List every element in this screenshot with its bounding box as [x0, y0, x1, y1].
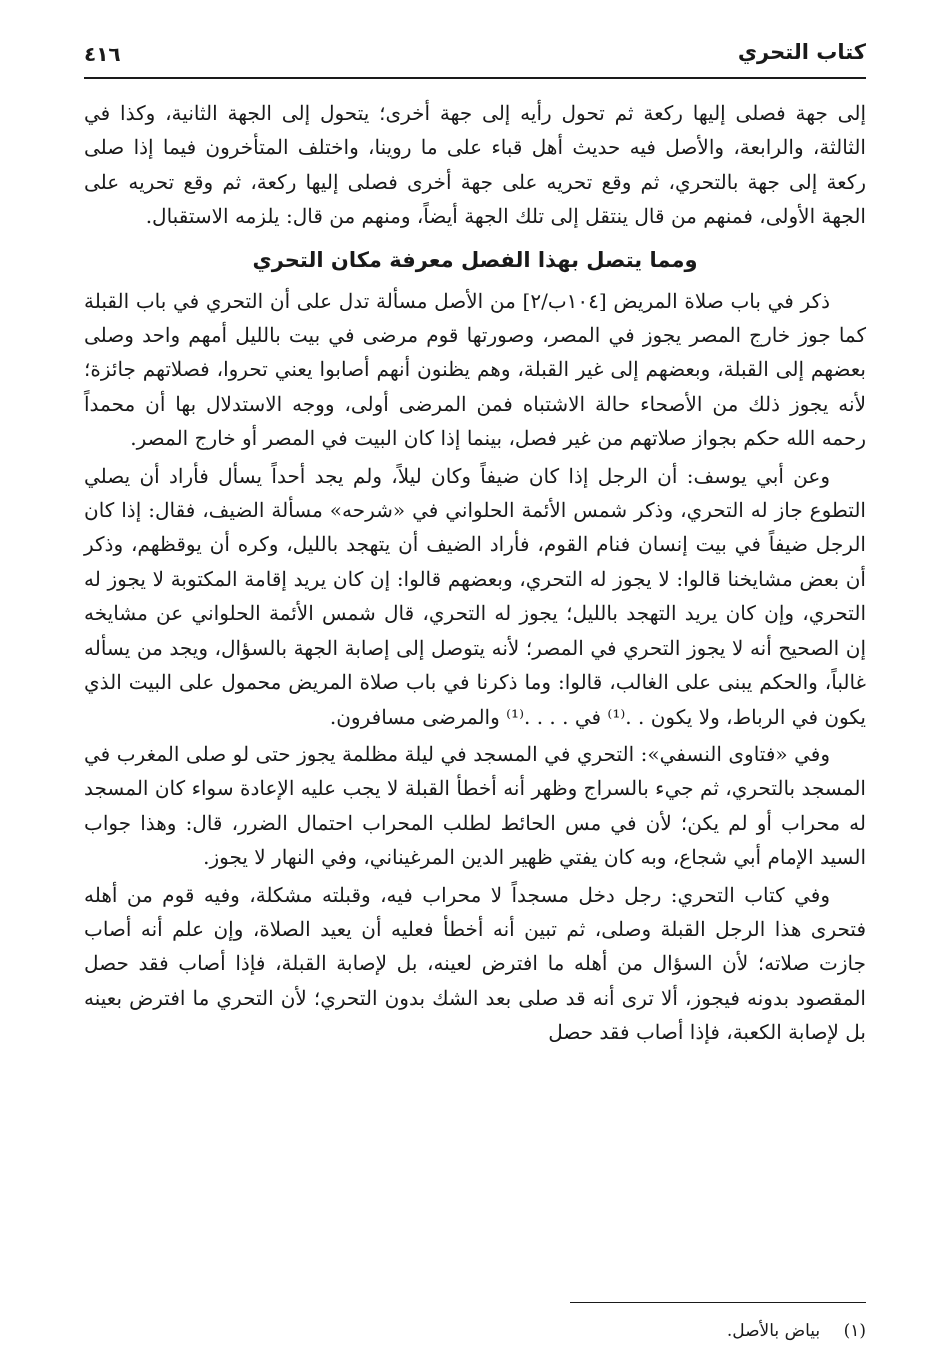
body-text	[84, 96, 866, 1050]
footnote-divider	[570, 1302, 866, 1303]
paragraph: ذكر في باب صلاة المريض [١٠٤ب/٢] من الأصل مسألة تدل على أن التحري في باب القبلة كما جوز خارج المصر يجوز في المصر، وصورتها قوم مرضى في بيت بالليل أمهم واحد وصلى بعضهم إلى القبلة، وبعضهم إلى غير القبلة، وهم يظنون أنهم أصابوا يعني تحروا، فصلاتهم جائزة؛ لأنه يجوز ذلك من الأصحاء حالة الاشتباه فمن المرضى أولى، ووجه الاستدلال بها أن محمداً رحمه الله حكم بجواز صلاتهم من غير فصل، بينما إذا كان البيت في المصر أو خارج المصر.	[84, 288, 866, 451]
page-header	[84, 38, 866, 74]
footnote-number: (١)	[843, 1321, 866, 1341]
paragraph-continuation: إلى جهة فصلى إليها ركعة ثم تحول رأيه إلى جهة أخرى؛ يتحول إلى الجهة الثانية، وكذا في الثالثة، والرابعة، والأصل فيه حديث أهل قباء على ما روينا، واختلف المتأخرون فيما إذا صلى ركعة إلى جهة بالتحري، ثم وقع تحريه على جهة أخرى فصلى إليها ركعة، ثم وقع تحريه على الجهة الأولى، فمنهم من قال ينتقل إلى تلك الجهة أيضاً، ومنهم من قال: يلزمه الاستقبال.	[84, 101, 866, 229]
book-title: كتاب التحري	[737, 40, 866, 64]
paragraph: وفي «فتاوى النسفي»: التحري في المسجد في ليلة مظلمة يجوز حتى لو صلى المغرب في المسجد بالتحري، ثم جيء بالسراج وظهر أنه أخطأ القبلة لا يجب عليه الإعادة سواء كان المسجد له محراب أو لم يكن؛ لأن في مس الحائط لطلب المحراب احتمال الضرر، قال: وهذا جواب السيد الإمام أبي شجاع، وبه كان يفتي ظهير الدين المرغيناني، وفي النهار لا يجوز.	[84, 741, 866, 870]
footnote	[84, 1318, 866, 1344]
header-divider	[84, 77, 866, 79]
footnote-text: بياض بالأصل.	[726, 1321, 821, 1341]
paragraph: وعن أبي يوسف: أن الرجل إذا كان ضيفاً وكان ليلاً، ولم يجد أحداً يسأل فأراد أن يصلي التطوع جاز له التحري، وذكر شمس الأئمة الحلواني في «شرحه» مسألة الضيف، فقال: إذا كان الرجل ضيفاً في بيت إنسان فنام القوم، فأراد الضيف أن يتهجد بالليل، وكره أن يوقظهم، وذكر أن بعض مشايخنا قالوا: لا يجوز له التحري، وبعضهم قالوا: إن كان يريد إقامة المكتوبة لا يجوز له التحري، وإن كان يريد التهجد بالليل؛ يجوز له التحري، قال شمس الأئمة الحلواني عن مشايخه إن الصحيح أنه لا يجوز التحري في المصر؛ لأنه يتوصل إلى إصابة الجهة بالسؤال، ويجد من يسأله غالباً، والحكم يبنى على الغالب، قالوا: وما ذكرنا في باب صلاة المريض محمول على البيت الذي يكون في الرباط، ولا يكون . .⁽¹⁾ في . . . .⁽¹⁾ والمرضى مسافرون.	[84, 463, 866, 729]
paragraph: وفي كتاب التحري: رجل دخل مسجداً لا محراب فيه، وقبلته مشكلة، وفيه قوم من أهله فتحرى هذا الرجل القبلة وصلى، ثم تبين أنه أخطأ فعليه أن يعيد الصلاة، وإن علم أنه أصاب جازت صلاته؛ لأن السؤال من أهله ما افترض لعينه، بل لإصابة القبلة، فإذا أصاب فقد حصل المقصود بدونه فيجوز، ألا ترى أنه قد صلى بعد الشك بدون التحري؛ لأن التحري ما افترض بعينه بل لإصابة الكعبة، فإذا أصاب فقد حصل	[84, 882, 866, 1045]
section-heading: ومما يتصل بهذا الفصل معرفة مكان التحري	[252, 247, 698, 272]
page-number: ٤١٦	[84, 42, 121, 66]
